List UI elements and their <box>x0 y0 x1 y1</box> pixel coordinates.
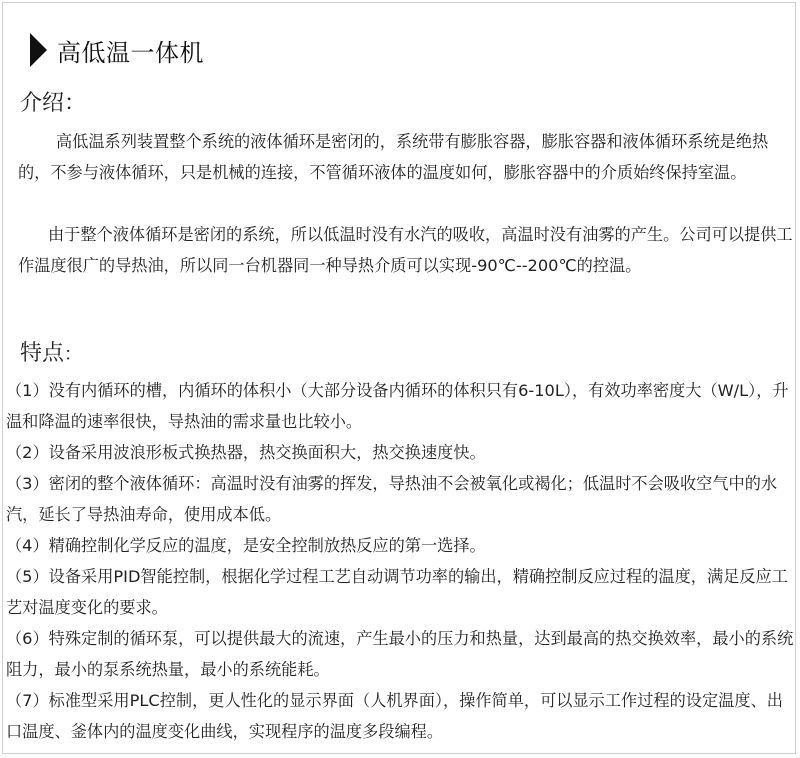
page-header <box>30 30 204 70</box>
features-heading-text: 特点 <box>20 341 65 366</box>
page-title: 高低温一体机 <box>57 38 204 67</box>
features-heading <box>20 336 82 367</box>
features-heading-colon: ： <box>64 344 83 365</box>
feature-item-6: （6）特殊定制的循环泵，可以提供最大的流速，产生最小的压力和热量，达到最高的热交换效率，最小的系统阻力，最小的泵系统热量，最小的系统能耗。 <box>6 629 794 679</box>
feature-item-1: （1）没有内循环的槽，内循环的体积小（大部分设备内循环的体积只有6-10L），有效功率密度大（W/L），升温和降温的速率很快，导热油的需求量也比较小。 <box>6 381 789 431</box>
intro-paragraph-1: 高低温系列装置整个系统的液体循环是密闭的，系统带有膨胀容器，膨胀容器和液体循环系统是绝热的，不参与液体循环，只是机械的连接，不管循环液体的温度如何，膨胀容器中的介质始终保持室温。 <box>18 132 769 182</box>
intro-paragraph-2: 由于整个液体循环是密闭的系统，所以低温时没有水汽的吸收，高温时没有油雾的产生。公司可以提供工作温度很广的导热油，所以同一台机器同一种导热介质可以实现-90℃--200℃的控温。 <box>18 225 793 275</box>
intro-heading: 介绍： <box>20 91 87 116</box>
feature-item-5: （5）设备采用PID智能控制，根据化学过程工艺自动调节功率的输出，精确控制反应过程的温度，满足反应工艺对温度变化的要求。 <box>6 567 788 617</box>
feature-item-7: （7）标准型采用PLC控制，更人性化的显示界面（人机界面），操作简单，可以显示工作过程的设定温度、出口温度、釜体内的温度变化曲线，实现程序的温度多段编程。 <box>6 691 783 741</box>
feature-item-3: （3）密闭的整个液体循环：高温时没有油雾的挥发，导热油不会被氧化或褐化；低温时不会吸收空气中的水汽，延长了导热油寿命，使用成本低。 <box>6 474 778 524</box>
triangle-arrow-icon <box>30 33 47 67</box>
feature-item-2: （2）设备采用波浪形板式换热器，热交换面积大，热交换速度快。 <box>6 443 486 462</box>
feature-item-4: （4）精确控制化学反应的温度，是安全控制放热反应的第一选择。 <box>6 536 486 555</box>
